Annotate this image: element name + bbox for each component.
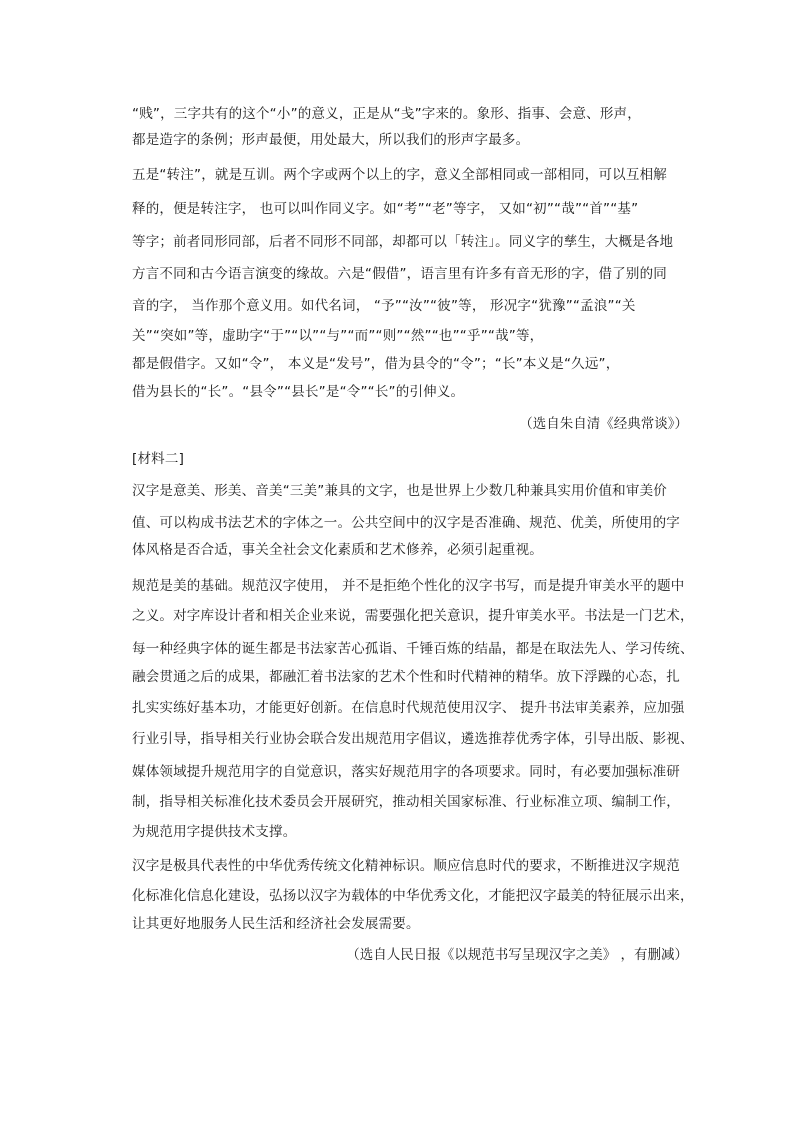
paragraph-line: 等字；前者同形同部，后者不同形不同部，却都可以「转注」。同义字的孳生，大概是各地 xyxy=(132,234,674,250)
paragraph-line: 每一种经典字体的诞生都是书法家苦心孤诣、千锤百炼的结晶，都是在取法先人、学习传统、 xyxy=(132,641,694,657)
paragraph-line: 媒体领域提升规范用字的自觉意识，落实好规范用字的各项要求。同时，有必要加强标准研 xyxy=(132,764,680,780)
paragraph-line: 行业引导，指导相关行业协会联合发出规范用字倡议，遴选推荐优秀字体，引导出版、影视、 xyxy=(132,731,694,747)
paragraph-line: 借为县长的“长”。“县令”“县长”是“令”“长”的引伸义。 xyxy=(132,384,465,400)
paragraph-line: 关”“突如”等，虚助字“于”“以”“与”“而”“则”“然”“也”“乎”“哉”等， xyxy=(132,328,544,344)
paragraph-line: 汉字是极具代表性的中华优秀传统文化精神标识。顺应信息时代的要求，不断推进汉字规范 xyxy=(132,858,680,874)
paragraph-line: 都是造字的条例；形声最便，用处最大，所以我们的形声字最多。 xyxy=(132,132,530,148)
paragraph-line: 制，指导相关标准化技术委员会开展研究，推动相关国家标准、行业标准立项、编制工作， xyxy=(132,794,680,810)
paragraph-line: 规范是美的基础。规范汉字使用， 并不是拒绝个性化的汉字书写，而是提升审美水平的题中 xyxy=(132,578,685,594)
paragraph-line: 体风格是否合适，事关全社会文化素质和艺术修养，必须引起重视。 xyxy=(132,542,543,558)
paragraph-line: 音的字， 当作那个意义用。如代名词， “予”“汝”“彼”等， 形况字“犹豫”“孟浪”“关 xyxy=(132,298,636,314)
paragraph-line: 化标准化信息化建设，弘扬以汉字为载体的中华优秀文化，才能把汉字最美的特征展示出来， xyxy=(132,888,694,904)
paragraph-line: 汉字是意美、形美、音美“三美”兼具的文字，也是世界上少数几种兼具实用价值和审美价 xyxy=(132,483,667,499)
paragraph-line: 值、可以构成书法艺术的字体之一。公共空间中的汉字是否准确、规范、优美，所使用的字 xyxy=(132,515,680,531)
paragraph-line: 为规范用字提供技术支撑。 xyxy=(132,824,297,840)
paragraph-line: 让其更好地服务人民生活和经济社会发展需要。 xyxy=(132,916,420,932)
paragraph-line: 之义。对字库设计者和相关企业来说，需要强化把关意识，提升审美水平。书法是一门艺术， xyxy=(132,608,694,624)
paragraph-line: 释的，便是转注字， 也可以叫作同义字。如“考”“老”等字， 又如“初”“哉”“首”“基” xyxy=(132,201,639,217)
source-citation: （选自人民日报《以规范书写呈现汉字之美》 ，有删减） xyxy=(346,947,688,963)
paragraph-line: 都是假借字。又如“令”， 本义是“发号”，借为县令的“令”；“长”本义是“久远”， xyxy=(132,356,620,372)
paragraph-line: 方言不同和古今语言演变的缘故。六是“假借”，语言里有许多有音无形的字，借了别的同 xyxy=(132,266,667,282)
paragraph-line: 融会贯通之后的成果，都融汇着书法家的艺术个性和时代精神的精华。放下浮躁的心态，扎 xyxy=(132,669,680,685)
paragraph-line: “贱”，三字共有的这个“小”的意义，正是从“戋”字来的。象形、指事、会意、形声， xyxy=(132,106,641,122)
paragraph-line: 五是“转注”，就是互训。两个字或两个以上的字，意义全部相同或一部相同，可以互相解 xyxy=(132,167,667,183)
source-citation: （选自朱自清《经典常谈》） xyxy=(519,416,688,432)
section-heading: [材料二] xyxy=(132,451,185,467)
paragraph-line: 扎实实练好基本功，才能更好创新。在信息时代规范使用汉字、 提升书法审美素养，应加强 xyxy=(132,700,685,716)
